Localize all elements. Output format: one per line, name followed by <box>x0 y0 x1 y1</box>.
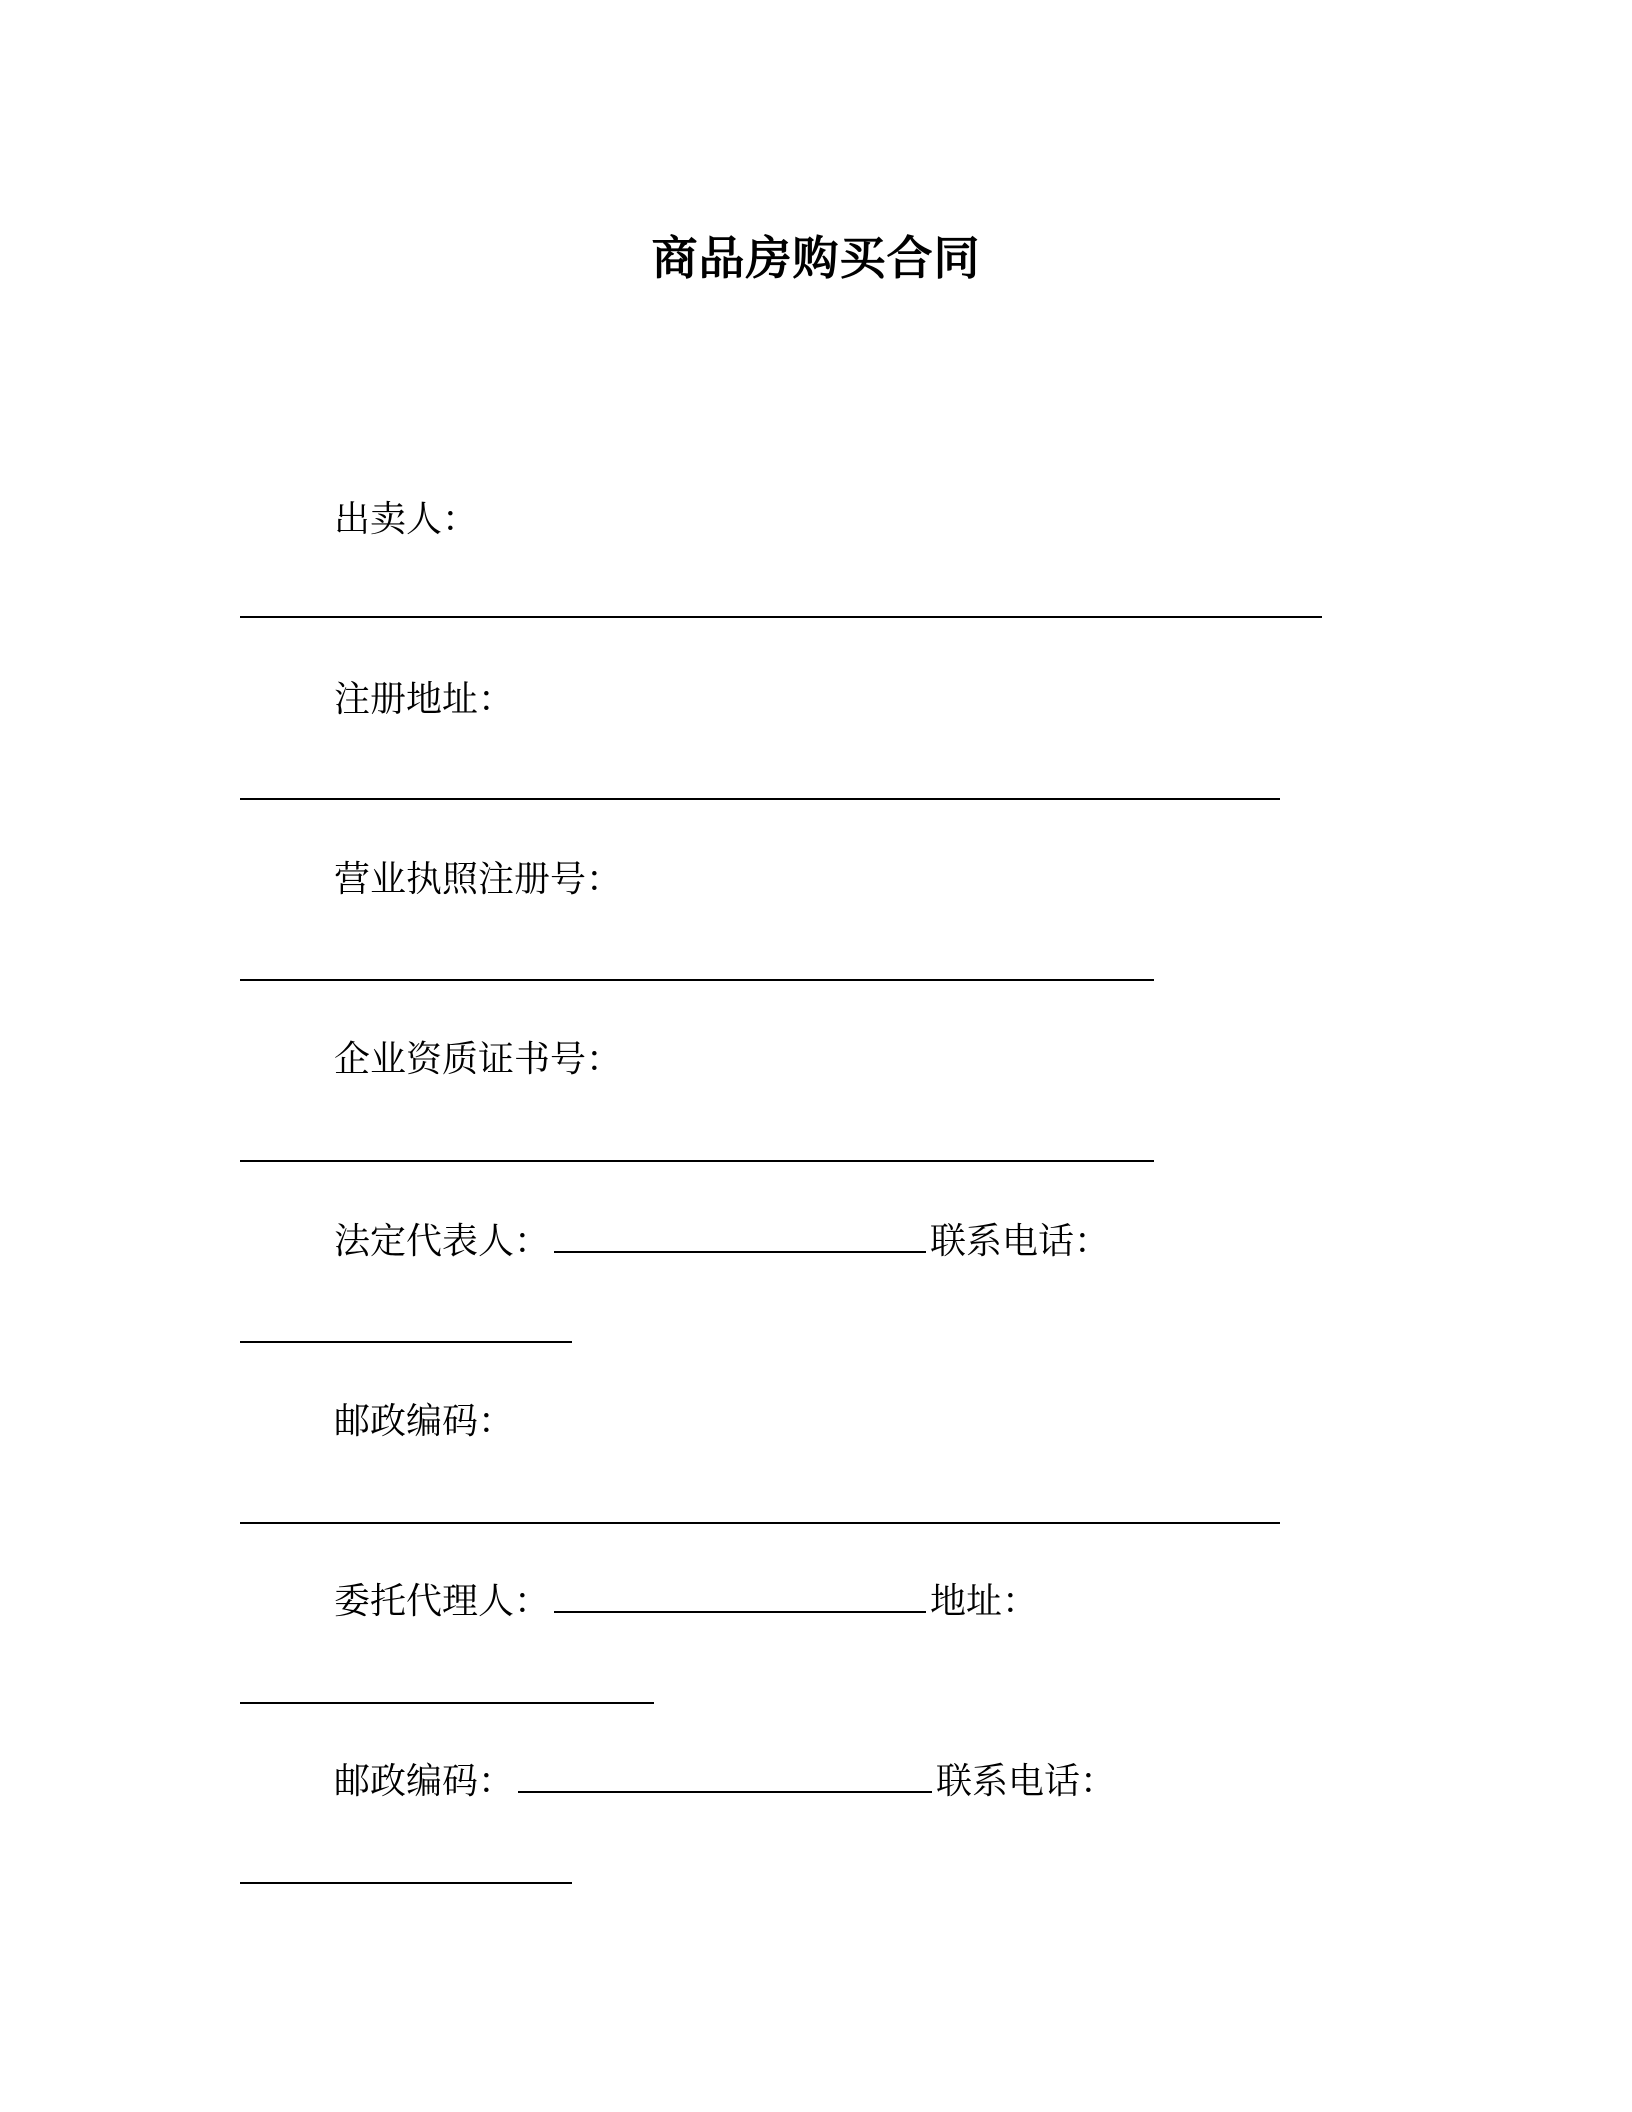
agent-label: 委托代理人： <box>334 1581 551 1622</box>
registered-address-blank-line[interactable] <box>240 798 1280 800</box>
postal-phone-row <box>334 1762 1116 1802</box>
postal-code-2-blank-line[interactable] <box>518 1763 932 1793</box>
legal-rep-blank-line[interactable] <box>554 1223 926 1253</box>
registered-address-label: 注册地址： <box>334 679 515 720</box>
postal-code-label-2: 邮政编码： <box>334 1761 515 1802</box>
legal-rep-row <box>334 1222 1110 1262</box>
agent-row <box>334 1582 1038 1622</box>
business-license-blank-line[interactable] <box>240 979 1154 981</box>
address-blank-line[interactable] <box>240 1702 654 1704</box>
business-license-label: 营业执照注册号： <box>334 859 623 900</box>
phone-1-blank-line[interactable] <box>240 1341 572 1343</box>
phone-label-1: 联系电话： <box>930 1221 1111 1262</box>
qualification-cert-label: 企业资质证书号： <box>334 1039 623 1080</box>
phone-label-2: 联系电话： <box>936 1761 1117 1802</box>
seller-blank-line[interactable] <box>240 616 1322 618</box>
seller-label: 出卖人： <box>334 499 479 540</box>
legal-rep-label: 法定代表人： <box>334 1221 551 1262</box>
postal-code-label-1: 邮政编码： <box>334 1401 515 1442</box>
agent-blank-line[interactable] <box>554 1583 926 1613</box>
phone-2-blank-line[interactable] <box>240 1882 572 1884</box>
postal-code-1-blank-line[interactable] <box>240 1522 1280 1524</box>
address-label: 地址： <box>930 1581 1039 1622</box>
document-title: 商品房购买合同 <box>651 231 981 285</box>
qualification-cert-blank-line[interactable] <box>240 1160 1154 1162</box>
